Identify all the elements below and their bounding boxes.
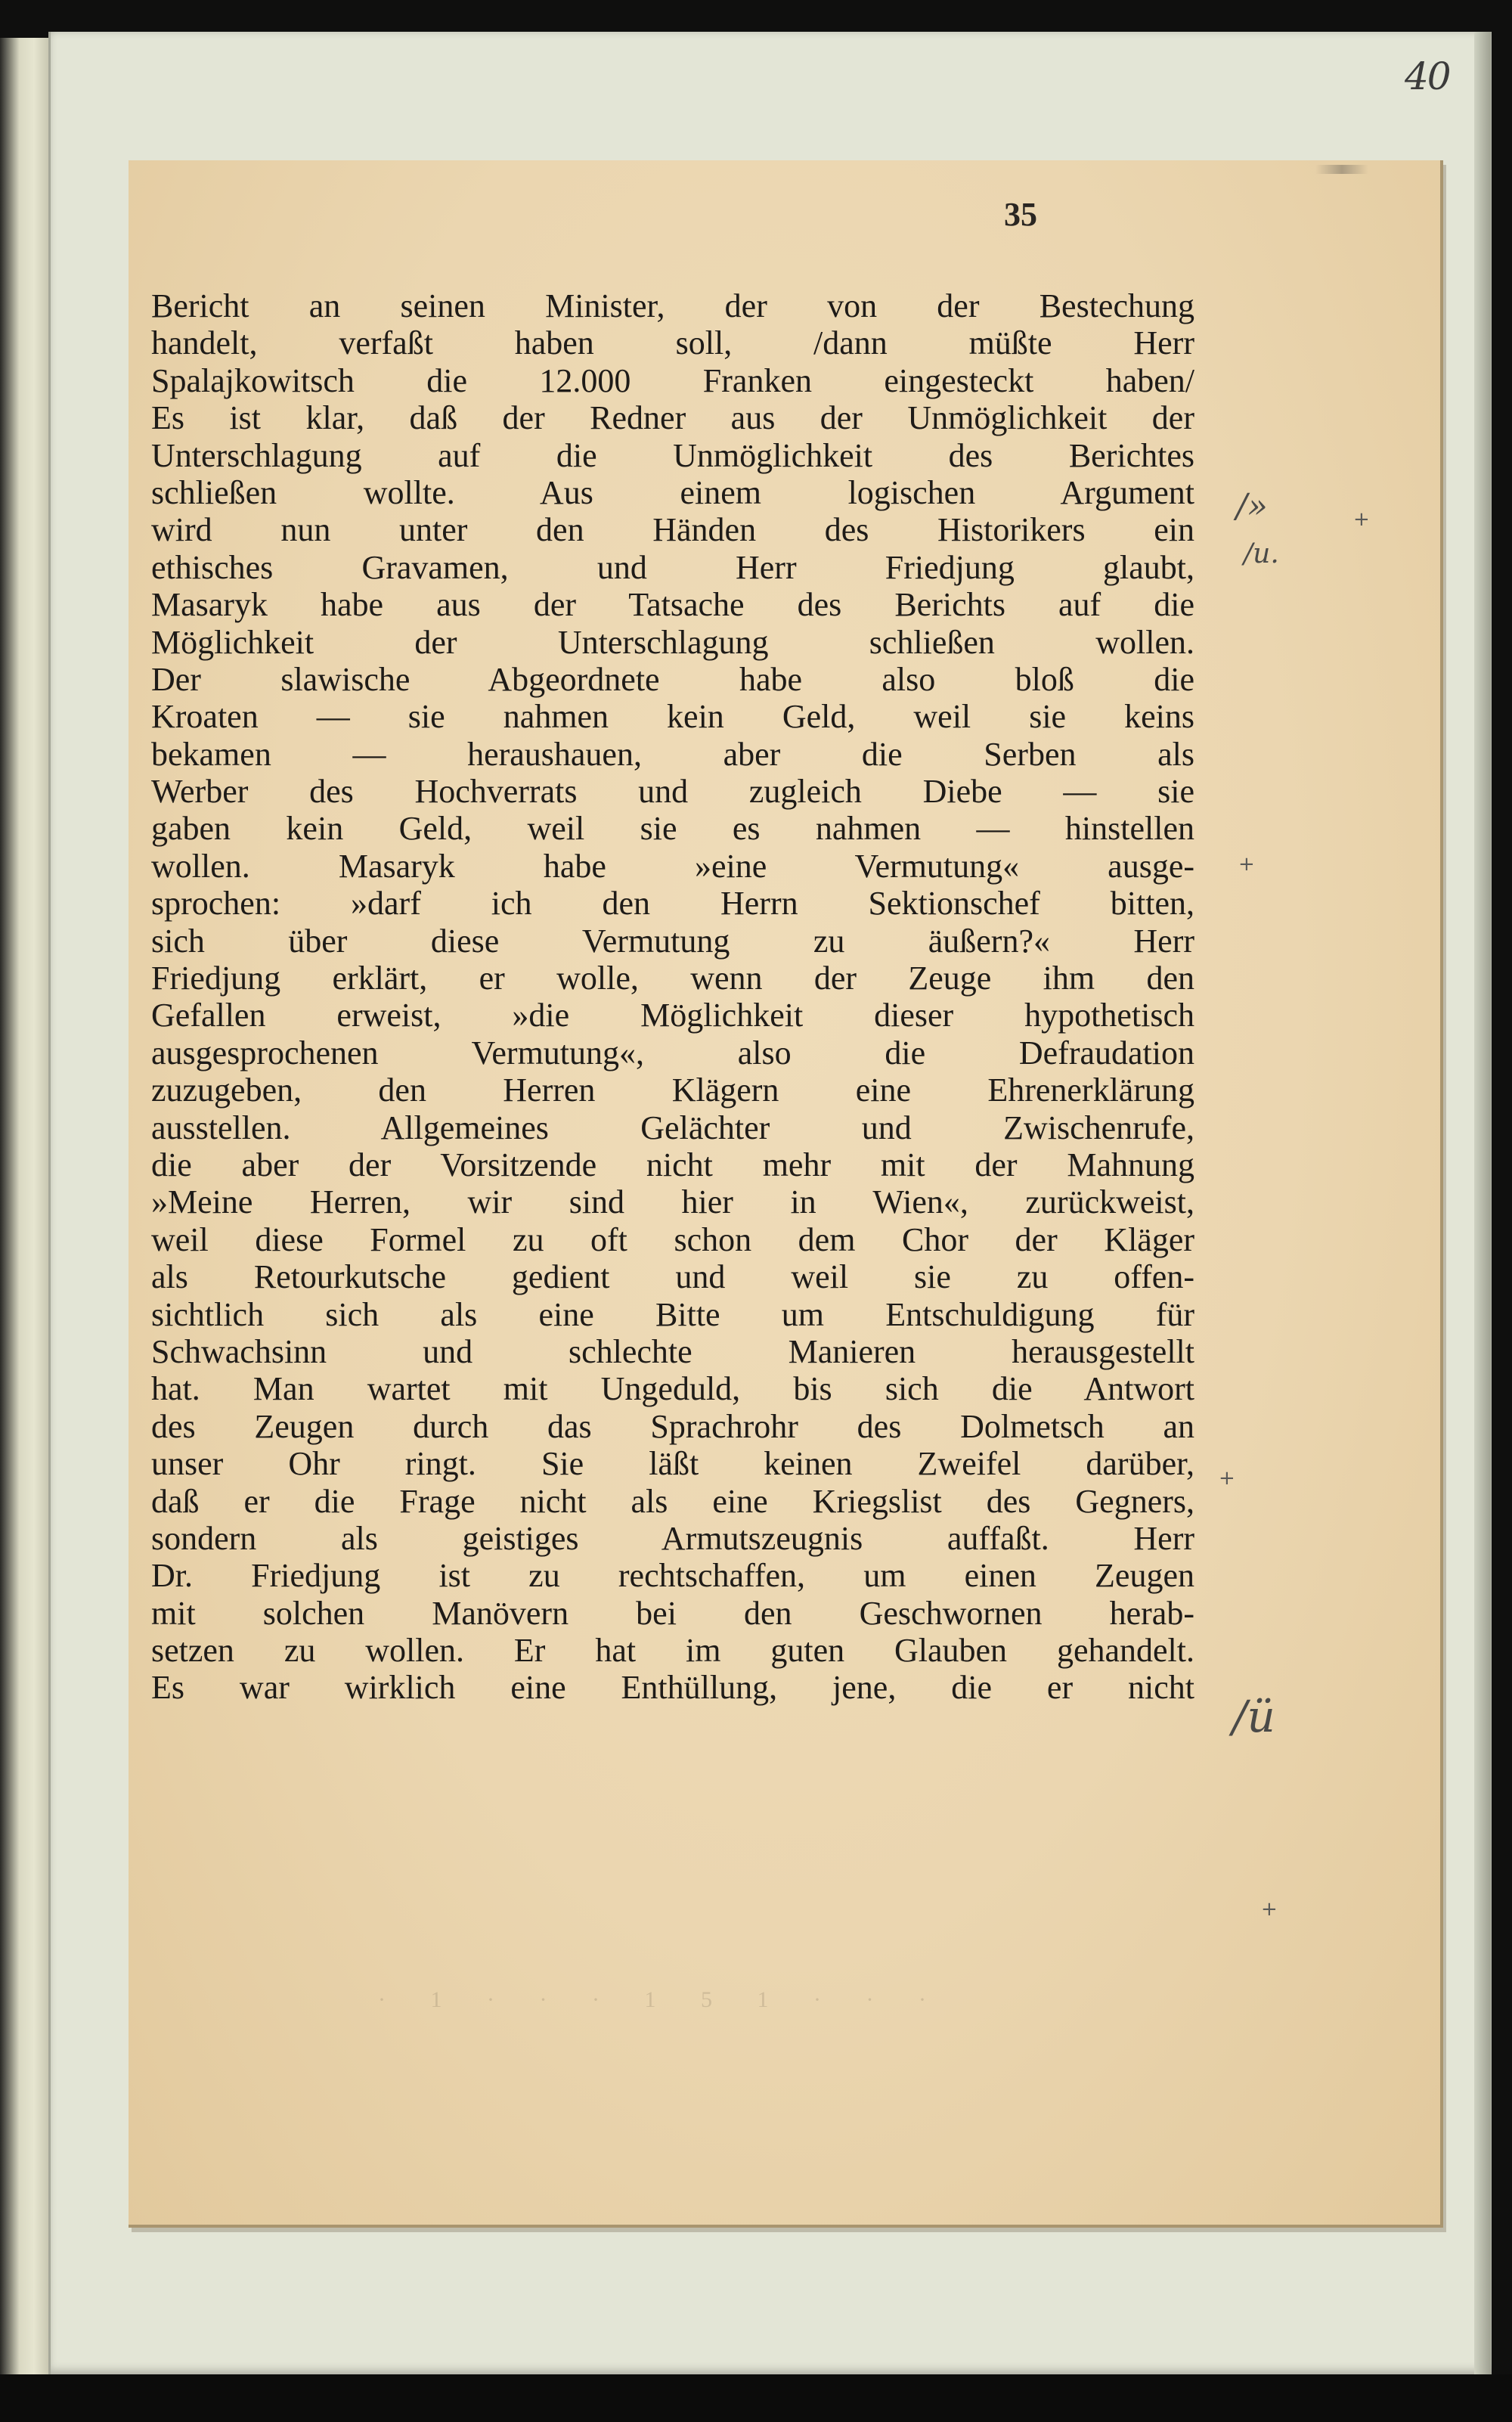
text-line: weil diese Formel zu oft schon dem Chor der Kläger xyxy=(151,1220,1194,1258)
scan-bottom-edge xyxy=(0,2374,1512,2422)
clipping-body-text xyxy=(151,287,1194,1707)
text-line: wird nun unter den Händen des Historikers ein xyxy=(151,511,1194,549)
text-line: Unterschlagung auf die Unmöglichkeit des Berichtes xyxy=(151,436,1194,474)
show-through-text: · 1 · · · 1 5 1 · · · xyxy=(378,1987,946,2012)
text-line: Masaryk habe aus der Tatsache des Berichts auf die xyxy=(151,586,1194,624)
margin-note: /u. xyxy=(1244,538,1279,569)
text-line: daß er die Frage nicht als eine Kriegslist des Gegners, xyxy=(151,1482,1194,1520)
text-line: die aber der Vorsitzende nicht mehr mit der Mahnung xyxy=(151,1146,1194,1183)
text-line: gaben kein Geld, weil sie es nahmen — hinstellen xyxy=(151,810,1194,848)
margin-plus-mark: + xyxy=(1238,853,1255,876)
text-line: Gefallen erweist, »die Möglichkeit dieser hypothetisch xyxy=(151,997,1194,1034)
margin-note: /ü xyxy=(1232,1691,1275,1742)
text-line: Friedjung erklärt, er wolle, wenn der Zeuge ihm den xyxy=(151,960,1194,997)
text-line: Dr. Friedjung ist zu rechtschaffen, um einen Zeugen xyxy=(151,1557,1194,1595)
margin-plus-mark: + xyxy=(1261,1898,1278,1921)
text-line: Bericht an seinen Minister, der von der Bestechung xyxy=(151,287,1194,324)
text-line: des Zeugen durch das Sprachrohr des Dolmetsch an xyxy=(151,1407,1194,1445)
text-line: handelt, verfaßt haben soll, /dann müßte Herr xyxy=(151,324,1194,362)
clipping-corner-mark xyxy=(1315,165,1368,174)
binder-edge xyxy=(0,38,48,2374)
text-line: unser Ohr ringt. Sie läßt keinen Zweifel darüber, xyxy=(151,1445,1194,1483)
text-line: Werber des Hochverrats und zugleich Diebe — sie xyxy=(151,773,1194,811)
mounting-sheet-edge xyxy=(1474,32,1491,2374)
text-line: ausstellen. Allgemeines Gelächter und Zwischenrufe, xyxy=(151,1109,1194,1146)
text-line: hat. Man wartet mit Ungeduld, bis sich die Antwort xyxy=(151,1370,1194,1408)
text-line: »Meine Herren, wir sind hier in Wien«, zurückweist, xyxy=(151,1183,1194,1221)
archive-page-number: 40 xyxy=(1405,54,1450,98)
text-line: Möglichkeit der Unterschlagung schließen wollen. xyxy=(151,623,1194,661)
text-line: sichtlich sich als eine Bitte um Entschuldigung für xyxy=(151,1295,1194,1333)
text-line: Schwachsinn und schlechte Manieren herausgestellt xyxy=(151,1332,1194,1370)
text-line: bekamen — heraushauen, aber die Serben als xyxy=(151,735,1194,773)
text-line: mit solchen Manövern bei den Geschwornen herab- xyxy=(151,1594,1194,1632)
text-line: sich über diese Vermutung zu äußern?« Herr xyxy=(151,922,1194,960)
text-line: setzen zu wollen. Er hat im guten Glauben gehandelt. xyxy=(151,1632,1194,1670)
text-line: schließen wollte. Aus einem logischen Argument xyxy=(151,473,1194,511)
text-line: als Retourkutsche gedient und weil sie zu offen- xyxy=(151,1258,1194,1296)
margin-note: /» xyxy=(1236,487,1268,526)
text-line: Es war wirklich eine Enthüllung, jene, die er nicht xyxy=(151,1669,1194,1707)
text-line: Kroaten — sie nahmen kein Geld, weil sie keins xyxy=(151,698,1194,736)
text-line: ausgesprochenen Vermutung«, also die Defraudation xyxy=(151,1034,1194,1071)
text-line: Es ist klar, daß der Redner aus der Unmöglichkeit der xyxy=(151,399,1194,437)
text-line: ethisches Gravamen, und Herr Friedjung glaubt, xyxy=(151,548,1194,586)
text-line: Spalajkowitsch die 12.000 Franken eingesteckt haben/ xyxy=(151,361,1194,399)
text-line: sprochen: »darf ich den Herrn Sektionschef bitten, xyxy=(151,885,1194,923)
text-line: Der slawische Abgeordnete habe also bloß die xyxy=(151,660,1194,698)
clipping-page-number: 35 xyxy=(1004,196,1037,233)
text-line: zuzugeben, den Herren Klägern eine Ehrenerklärung xyxy=(151,1071,1194,1109)
margin-plus-mark: + xyxy=(1219,1467,1235,1490)
text-line: wollen. Masaryk habe »eine Vermutung« ausge- xyxy=(151,847,1194,885)
margin-plus-mark: + xyxy=(1353,508,1370,531)
text-line: sondern als geistiges Armutszeugnis auffaßt. Herr xyxy=(151,1519,1194,1557)
